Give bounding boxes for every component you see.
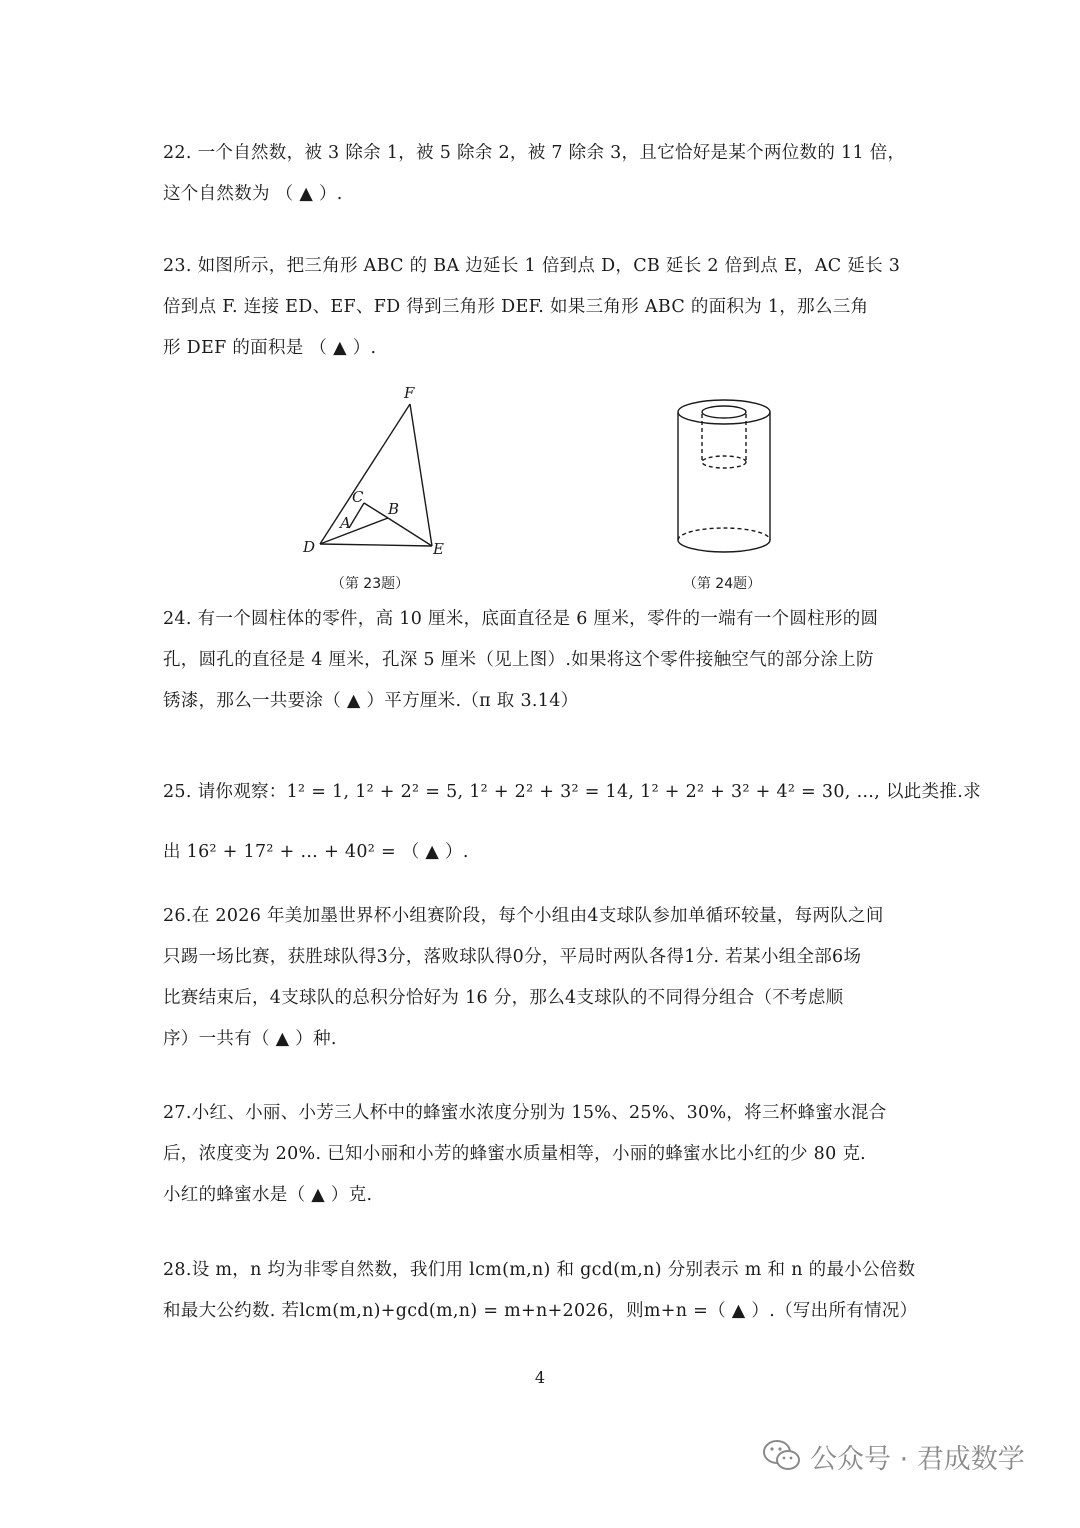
problem-line: 25. 请你观察：1² = 1, 1² + 2² = 5, 1² + 2² + 3² = 14, 1² + 2² + 3² + 4² = 30, …, 以此类推.求 xyxy=(163,782,981,802)
problem-line: 24. 有一个圆柱体的零件，高 10 厘米，底面直径是 6 厘米，零件的一端有一个圆柱形的圆 xyxy=(163,609,879,629)
problem-23 xyxy=(163,246,923,369)
problem-line: 28.设 m，n 均为非零自然数，我们用 lcm(m,n) 和 gcd(m,n) 分别表示 m 和 n 的最小公倍数 xyxy=(163,1260,916,1280)
problem-line: 锈漆，那么一共要涂（ ▲ ）平方厘米.（π 取 3.14） xyxy=(163,691,579,711)
problem-26 xyxy=(163,896,923,1060)
problem-27 xyxy=(163,1093,923,1216)
problem-line: 小红的蜂蜜水是（ ▲ ）克. xyxy=(163,1185,373,1205)
problem-22 xyxy=(163,133,923,215)
problem-24 xyxy=(163,599,923,722)
cylinder-bottom-back xyxy=(678,528,770,540)
edge-be xyxy=(388,518,432,546)
problem-line: 比赛结束后，4支球队的总积分恰好为 16 分，那么4支球队的不同得分组合（不考虑顺 xyxy=(163,988,844,1008)
problem-line: 26.在 2026 年美加墨世界杯小组赛阶段，每个小组由4支球队参加单循环较量，每两队之间 xyxy=(163,906,884,926)
edge-fe xyxy=(410,404,432,546)
hole-bottom-ellipse xyxy=(702,456,746,468)
point-label-e: E xyxy=(433,540,444,558)
cylinder-bottom-front xyxy=(678,540,770,552)
problem-line: 序）一共有（ ▲ ）种. xyxy=(163,1029,337,1049)
watermark-text: 公众号 · 君成数学 xyxy=(810,1443,1025,1475)
hole-top-ellipse xyxy=(702,406,746,418)
watermark xyxy=(762,1432,1025,1480)
problem-line: 和最大公约数. 若lcm(m,n)+gcd(m,n) = m+n+2026，则m+n =（ ▲ ）.（写出所有情况） xyxy=(163,1301,918,1321)
problem-line: 倍到点 F. 连接 ED、EF、FD 得到三角形 DEF. 如果三角形 ABC 的面积为 1，那么三角 xyxy=(163,297,869,317)
cylinder-figure xyxy=(664,396,784,562)
figure-caption-23: （第 23题） xyxy=(330,576,410,592)
point-label-a: A xyxy=(340,514,351,532)
triangle-figure xyxy=(296,382,466,562)
problem-line: 形 DEF 的面积是 （ ▲ ）. xyxy=(163,338,377,358)
point-label-c: C xyxy=(352,488,364,506)
problem-line: 22. 一个自然数，被 3 除余 1，被 5 除余 2，被 7 除余 3，且它恰好是某个两位数的 11 倍， xyxy=(163,143,906,163)
problem-line: 只踢一场比赛，获胜球队得3分，落败球队得0分，平局时两队各得1分. 若某小组全部6场 xyxy=(163,947,862,967)
figure-caption-24: （第 24题） xyxy=(682,576,762,592)
problem-25 xyxy=(163,762,981,882)
edge-da xyxy=(320,518,388,544)
point-label-d: D xyxy=(303,538,316,556)
cylinder-top-ellipse xyxy=(678,400,770,424)
edge-cb xyxy=(364,503,388,518)
page-number: 4 xyxy=(534,1368,546,1387)
point-label-b: B xyxy=(388,500,400,518)
problem-line: 孔，圆孔的直径是 4 厘米，孔深 5 厘米（见上图）.如果将这个零件接触空气的部分涂上防 xyxy=(163,650,874,670)
problem-line: 27.小红、小丽、小芳三人杯中的蜂蜜水浓度分别为 15%、25%、30%，将三杯蜂蜜水混合 xyxy=(163,1103,887,1123)
edge-ac xyxy=(349,503,364,528)
wechat-icon xyxy=(762,1439,802,1473)
problem-line: 后，浓度变为 20%. 已知小丽和小芳的蜂蜜水质量相等，小丽的蜂蜜水比小红的少 80 克. xyxy=(163,1144,867,1164)
point-label-f: F xyxy=(404,384,415,402)
problem-line: 23. 如图所示，把三角形 ABC 的 BA 边延长 1 倍到点 D，CB 延长 2 倍到点 E，AC 延长 3 xyxy=(163,256,901,276)
problem-28 xyxy=(163,1250,923,1332)
problem-line: 这个自然数为 （ ▲ ）. xyxy=(163,184,343,204)
edge-de xyxy=(320,544,432,546)
problem-line: 出 16² + 17² + … + 40² = （ ▲ ）. xyxy=(163,842,469,862)
